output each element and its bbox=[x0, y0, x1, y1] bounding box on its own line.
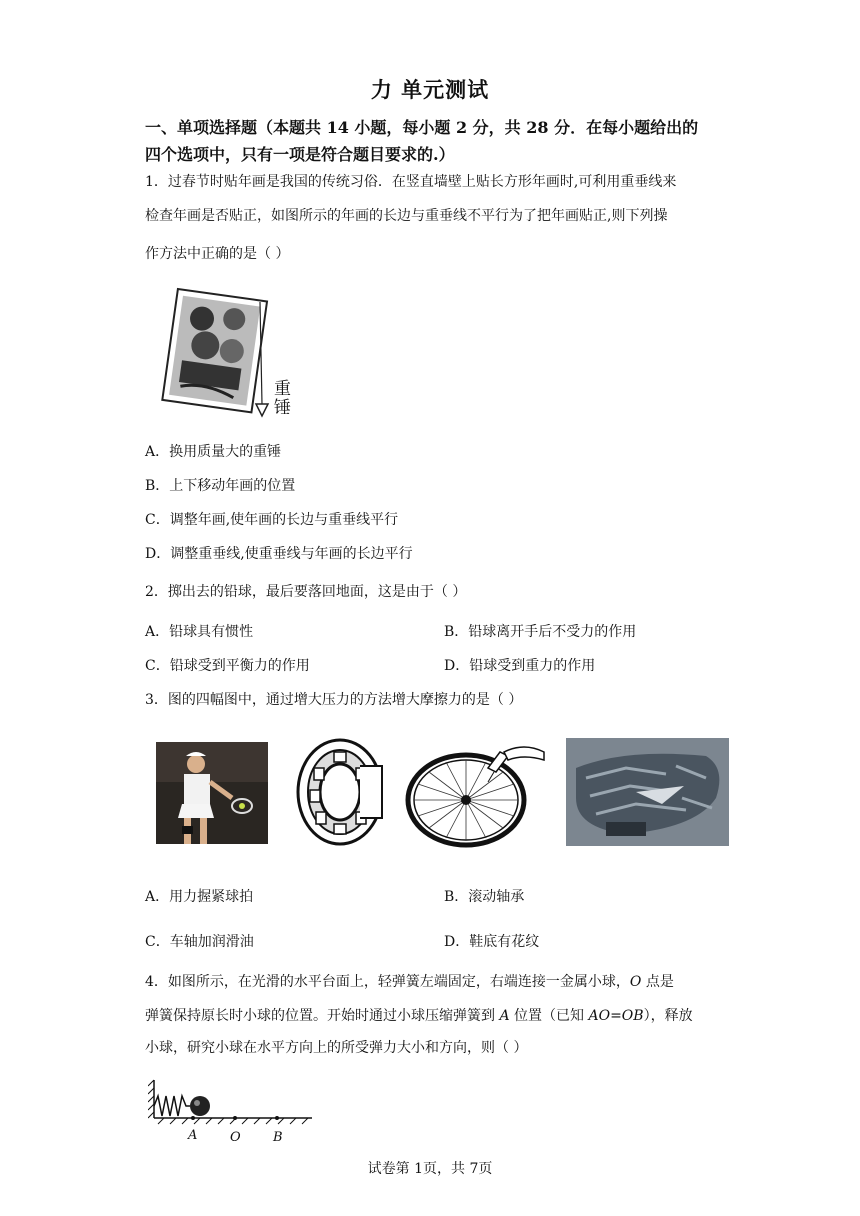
q2-option-a[interactable]: A．铅球具有惯性 bbox=[145, 624, 254, 640]
q3-image-tennis-player bbox=[156, 742, 268, 844]
q4-line2-mid: 位置（已知 bbox=[509, 1008, 589, 1024]
section-heading-line1: 一、单项选择题（本题共 14 小题，每小题 2 分，共 28 分．在每小题给出的 bbox=[145, 118, 699, 137]
q2-option-d[interactable]: D．铅球受到重力的作用 bbox=[444, 658, 596, 674]
q1-stem-line1: 1．过春节时贴年画是我国的传统习俗．在竖直墙壁上贴长方形年画时,可利用重垂线来 bbox=[145, 174, 677, 190]
q3-option-a[interactable]: A．用力握紧球拍 bbox=[145, 889, 254, 905]
page-footer: 试卷第 1页，共 7页 bbox=[367, 1161, 493, 1177]
q4-line1-text: 4．如图所示，在光滑的水平台面上，轻弹簧左端固定，右端连接一金属小球， bbox=[145, 974, 630, 990]
q4-point-o: O bbox=[629, 974, 642, 990]
q4-stem-line2 bbox=[145, 1008, 693, 1025]
q1-stem-line2: 检查年画是否贴正，如图所示的年画的长边与重垂线不平行为了把年画贴正,则下列操 bbox=[145, 208, 668, 224]
page-title: 力 单元测试 bbox=[370, 77, 490, 102]
q4-label-b: B bbox=[273, 1130, 283, 1145]
q4-line2-text: 弹簧保持原长时小球的位置。开始时通过小球压缩弹簧到 bbox=[145, 1008, 500, 1024]
q4-label-a: A bbox=[188, 1128, 198, 1143]
q1-option-d[interactable]: D．调整重垂线,使重垂线与年画的长边平行 bbox=[145, 546, 413, 562]
q1-option-b[interactable]: B．上下移动年画的位置 bbox=[145, 478, 296, 494]
q4-figure-spring-ball bbox=[148, 1076, 318, 1148]
section-heading-line2: 四个选项中，只有一项是符合题目要求的.） bbox=[145, 145, 455, 164]
q4-point-a: A bbox=[499, 1008, 510, 1024]
q2-stem: 2．掷出去的铅球，最后要落回地面，这是由于（ ） bbox=[145, 584, 467, 600]
q3-option-c[interactable]: C．车轴加润滑油 bbox=[145, 934, 254, 950]
q2-option-b[interactable]: B．铅球离开手后不受力的作用 bbox=[444, 624, 637, 640]
q1-figure-label: 重锤 bbox=[274, 379, 291, 418]
q4-stem-line3: 小球，研究小球在水平方向上的所受弹力大小和方向，则（ ） bbox=[145, 1040, 528, 1056]
q1-figure-new-year-painting bbox=[150, 286, 300, 421]
q4-line2-tail: ），释放 bbox=[643, 1008, 693, 1024]
q4-stem-line1 bbox=[145, 974, 674, 991]
q4-label-o: O bbox=[230, 1130, 241, 1145]
q4-condition: AO=OB bbox=[588, 1008, 644, 1024]
section-heading bbox=[145, 114, 745, 168]
q2-option-c[interactable]: C．铅球受到平衡力的作用 bbox=[145, 658, 310, 674]
q1-stem-line3: 作方法中正确的是（ ） bbox=[145, 246, 290, 262]
q3-stem: 3．图的四幅图中，通过增大压力的方法增大摩擦力的是（ ） bbox=[145, 692, 523, 708]
q4-line1-tail: 点是 bbox=[641, 974, 674, 990]
q1-option-a[interactable]: A．换用质量大的重锤 bbox=[145, 444, 282, 460]
q3-image-rolling-bearing bbox=[294, 736, 386, 848]
q3-image-shoe-sole bbox=[566, 738, 729, 846]
q3-image-bicycle-wheel bbox=[404, 738, 548, 848]
q3-option-d[interactable]: D．鞋底有花纹 bbox=[444, 934, 540, 950]
q1-option-c[interactable]: C．调整年画,使年画的长边与重垂线平行 bbox=[145, 512, 399, 528]
q3-option-b[interactable]: B．滚动轴承 bbox=[444, 889, 525, 905]
